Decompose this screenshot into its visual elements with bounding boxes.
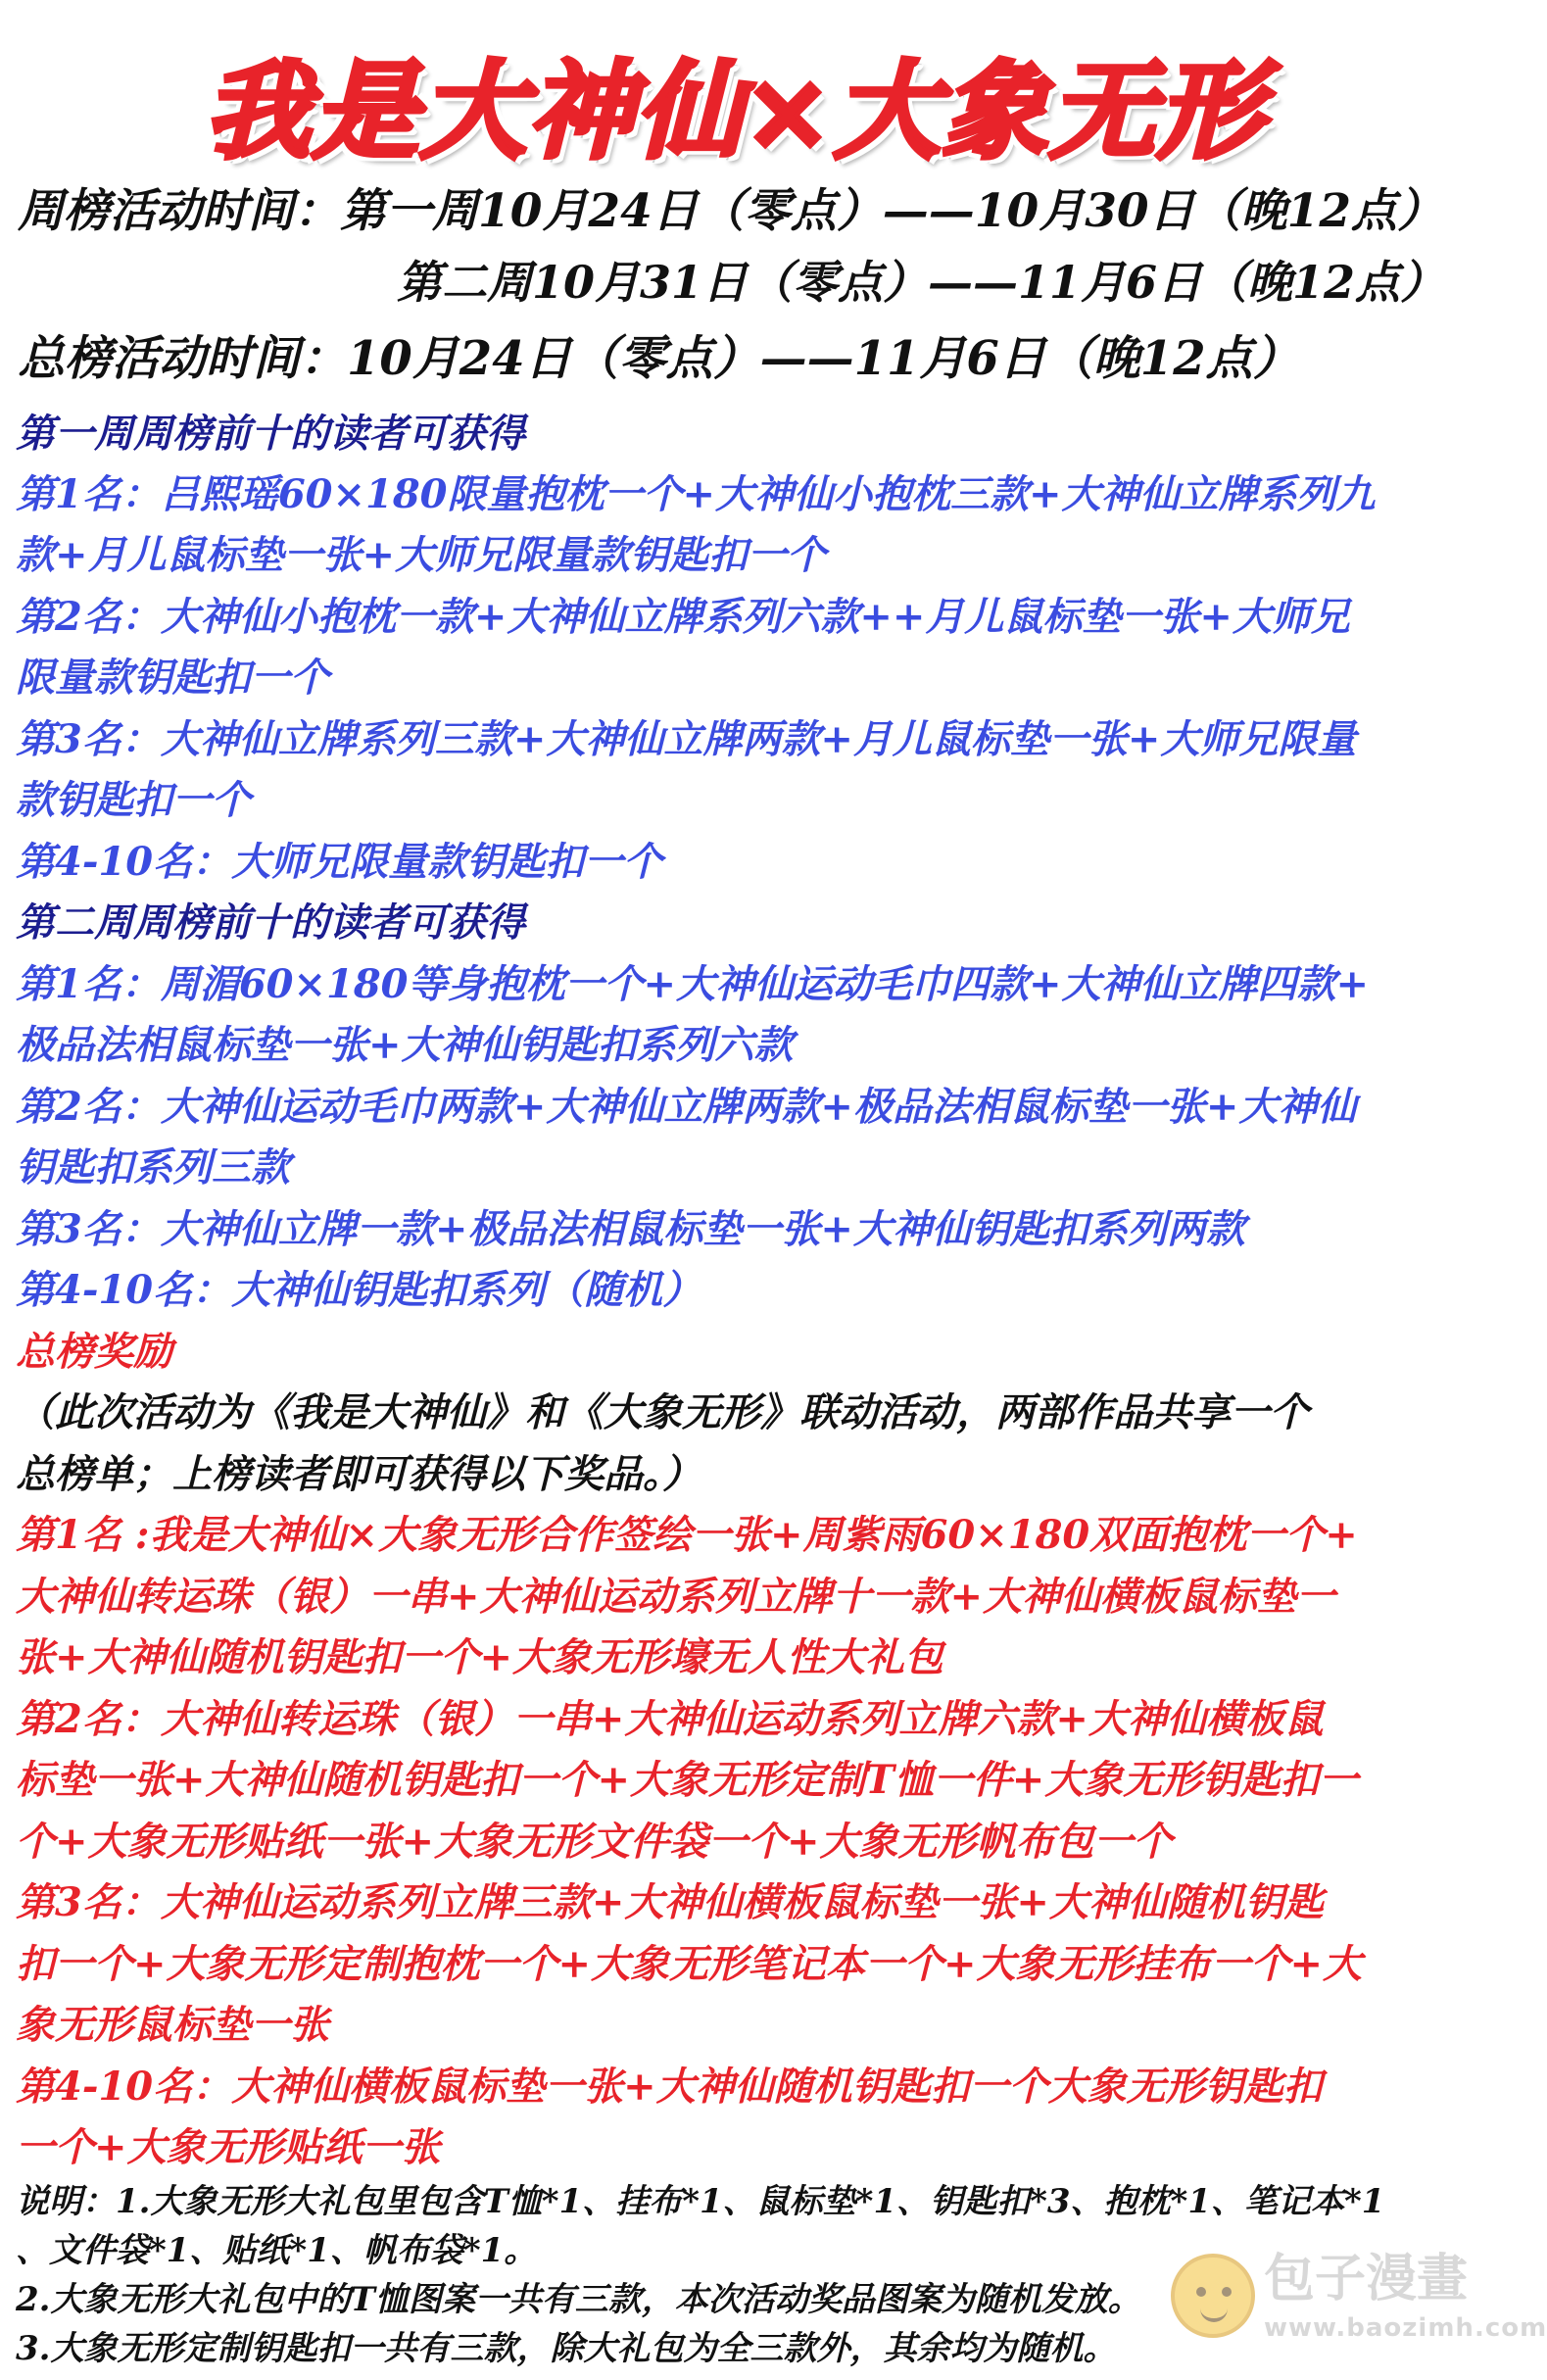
week1-line: 第1名：吕熙瑶60×180限量抱枕一个+大神仙小抱枕三款+大神仙立牌系列九 <box>16 471 1376 517</box>
total-reward-line: 大神仙转运珠（银）一串+大神仙运动系列立牌十一款+大神仙横板鼠标垫一 <box>16 1574 1336 1620</box>
weekly-schedule-line-2: 第二周10月31日（零点）——11月6日（晚12点） <box>397 256 1446 309</box>
total-schedule-line: 总榜活动时间：10月24日（零点）——11月6日（晚12点） <box>18 331 1300 386</box>
week2-heading: 第二周周榜前十的读者可获得 <box>16 899 525 946</box>
week1-line: 第2名：大神仙小抱枕一款+大神仙立牌系列六款++月儿鼠标垫一张+大师兄 <box>16 594 1350 640</box>
week2-line: 第4-10名：大神仙钥匙扣系列（随机） <box>16 1267 702 1313</box>
total-reward-line: 扣一个+大象无形定制抱枕一个+大象无形笔记本一个+大象无形挂布一个+大 <box>16 1941 1363 1987</box>
week2-line: 第3名：大神仙立牌一款+极品法相鼠标垫一张+大神仙钥匙扣系列两款 <box>16 1206 1245 1252</box>
total-reward-line: 一个+大象无形贴纸一张 <box>16 2124 441 2170</box>
total-reward-line: 第4-10名：大神仙横板鼠标垫一张+大神仙随机钥匙扣一个大象无形钥匙扣 <box>16 2064 1323 2110</box>
week1-line: 第3名：大神仙立牌系列三款+大神仙立牌两款+月儿鼠标垫一张+大师兄限量 <box>16 716 1357 762</box>
total-reward-line: 象无形鼠标垫一张 <box>16 2002 329 2048</box>
week1-line: 款钥匙扣一个 <box>16 777 251 823</box>
watermark <box>1171 2244 1547 2371</box>
week1-heading: 第一周周榜前十的读者可获得 <box>16 411 525 457</box>
total-intro-line: 总榜单；上榜读者即可获得以下奖品。） <box>16 1451 701 1497</box>
weekly-schedule-line-1: 周榜活动时间：第一周10月24日（零点）——10月30日（晚12点） <box>18 184 1444 238</box>
total-reward-line: 张+大神仙随机钥匙扣一个+大象无形壕无人性大礼包 <box>16 1634 944 1680</box>
bun-mascot-icon <box>1171 2254 1255 2338</box>
week2-line: 极品法相鼠标垫一张+大神仙钥匙扣系列六款 <box>16 1022 794 1068</box>
total-intro-line: （此次活动为《我是大神仙》和《大象无形》联动活动，两部作品共享一个 <box>16 1389 1309 1435</box>
note-line: 3.大象无形定制钥匙扣一共有三款，除大礼包为全三款外，其余均为随机。 <box>16 2329 1117 2368</box>
week1-line: 限量款钥匙扣一个 <box>16 655 329 701</box>
total-reward-line: 标垫一张+大神仙随机钥匙扣一个+大象无形定制T恤一件+大象无形钥匙扣一 <box>16 1757 1359 1803</box>
page-title: 我是大神仙×大象无形 <box>204 51 1266 173</box>
week2-line: 第2名：大神仙运动毛巾两款+大神仙立牌两款+极品法相鼠标垫一张+大神仙 <box>16 1084 1357 1130</box>
week1-line: 第4-10名：大师兄限量款钥匙扣一个 <box>16 839 663 885</box>
watermark-url: www.baozimh.com <box>1264 2313 1547 2343</box>
week2-line: 第1名：周湄60×180等身抱枕一个+大神仙运动毛巾四款+大神仙立牌四款+ <box>16 961 1370 1007</box>
note-line: 说明：1.大象无形大礼包里包含T恤*1、挂布*1、鼠标垫*1、钥匙扣*3、抱枕*1、笔记本*1 <box>16 2182 1385 2221</box>
total-reward-line: 第1名 :我是大神仙×大象无形合作签绘一张+周紫雨60×180双面抱枕一个+ <box>16 1512 1358 1558</box>
week1-line: 款+月儿鼠标垫一张+大师兄限量款钥匙扣一个 <box>16 532 827 578</box>
note-line: 2.大象无形大礼包中的T恤图案一共有三款，本次活动奖品图案为随机发放。 <box>16 2280 1141 2319</box>
total-reward-line: 第2名：大神仙转运珠（银）一串+大神仙运动系列立牌六款+大神仙横板鼠 <box>16 1696 1324 1742</box>
total-reward-line: 个+大象无形贴纸一张+大象无形文件袋一个+大象无形帆布包一个 <box>16 1819 1173 1865</box>
total-heading: 总榜奖励 <box>16 1329 172 1375</box>
week2-line: 钥匙扣系列三款 <box>16 1144 290 1190</box>
note-line: 、文件袋*1、贴纸*1、帆布袋*1。 <box>16 2231 538 2270</box>
total-reward-line: 第3名：大神仙运动系列立牌三款+大神仙横板鼠标垫一张+大神仙随机钥匙 <box>16 1879 1324 1925</box>
watermark-text: 包子漫畫 <box>1264 2250 1469 2308</box>
